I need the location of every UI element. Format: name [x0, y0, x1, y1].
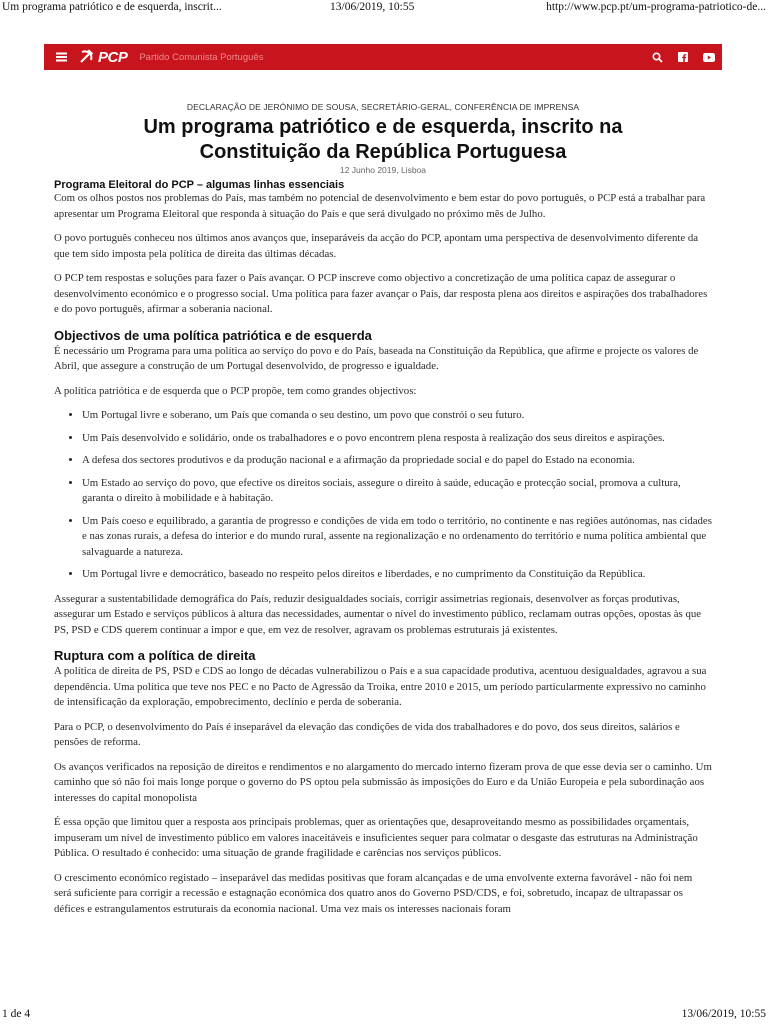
paragraph: É necessário um Programa para uma política ao serviço do povo e do País, baseada na Constituição da República, que afirme e projecte os valores de Abril, que assegure a construção de um Portugal desenvolvido, de progresso e igualdade.	[54, 344, 699, 372]
list-item: • Um País desenvolvido e solidário, onde os trabalhadores e o povo encontrem plena resposta à realização dos seus direitos e aspirações.	[82, 431, 712, 447]
list-item: • Um País coeso e equilibrado, a garantia de progresso e condições de vida em todo o território, no continente e nas regiões autónomas, nas cidades e nas zonas rurais, a defesa do interior e do mundo rural, assente na regionalização e no ordenamento do território e numa política ambiental que salvaguarde a natureza.	[82, 514, 712, 561]
print-header	[0, 0, 768, 16]
paragraph: Para o PCP, o desenvolvimento do País é inseparável da elevação das condições de vida dos trabalhadores e do povo, dos seus direitos, salários e pensões de reforma.	[54, 720, 680, 748]
paragraph: Com os olhos postos nos problemas do País, mas também no potencial de desenvolvimento e bem estar do povo português, o PCP está a trabalhar para apresentar um Programa Eleitoral que responda à situação do País e que será divulgado no próximo mês de Julho.	[54, 192, 706, 220]
list-item: • Um Portugal livre e soberano, um País que comanda o seu destino, um povo que constrói o seu futuro.	[82, 408, 712, 424]
print-footer	[0, 1008, 768, 1024]
article	[54, 102, 712, 926]
print-page-title: Um programa patriótico e de esquerda, inscrit...	[2, 1, 222, 13]
section-heading-objectivos: Objectivos de uma política patriótica e de esquerda	[54, 327, 372, 343]
paragraph: A política patriótica e de esquerda que o PCP propõe, tem como grandes objectivos:	[54, 384, 417, 397]
section-heading-ruptura: Ruptura com a política de direita	[54, 648, 256, 663]
print-url: http://www.pcp.pt/um-programa-patriotico-de...	[546, 1, 766, 13]
print-page-number: 1 de 4	[2, 1008, 31, 1020]
paragraph: O crescimento económico registado – inseparável das medidas positivas que foram alcançadas e de uma envolvente externa favorável - não foi nem será suficiente para corrigir a recessão e estagnação económica dos quatro anos do Governo PSD/CDS, e foi, sobretudo, incapaz de ultrapassar os défices e estrangulamentos estruturais da economia nacional. Uma vez mais os interesses nacionais foram	[54, 871, 693, 915]
paragraph: O PCP tem respostas e soluções para fazer o País avançar. O PCP inscreve como objectivo a concretização de uma política capaz de assegurar o desenvolvimento económico e o progresso social. Uma política para fazer avançar o País, dar resposta plena aos direitos e aspirações dos trabalhadores e do povo português, afirmar a soberania nacional.	[54, 272, 708, 315]
print-datetime: 13/06/2019, 10:55	[330, 1, 415, 13]
logo-text: PCP	[98, 48, 128, 66]
objectives-list	[54, 408, 712, 583]
site-navbar	[44, 44, 722, 70]
paragraph: O povo português conheceu nos últimos anos avanços que, inseparáveis da acção do PCP, apontam uma perspectiva de desenvolvimento diferente da que tem sido imposta pela política de direita das últimas décadas.	[54, 232, 699, 260]
paragraph: É essa opção que limitou quer a resposta aos principais problemas, quer as orientações que, desaproveitando mesmo as possibilidades orçamentais, impuseram um nível de investimento público em valores inaceitáveis e insuficientes sequer para colmatar o desgaste das estruturas na Administração Pública. O resultado é conhecido: uma situação de grande fragilidade e carências nos serviços públicos.	[54, 816, 698, 859]
facebook-icon[interactable]	[670, 44, 696, 70]
list-item: • A defesa dos sectores produtivos e da produção nacional e a afirmação da propriedade social e do papel do Estado na economia.	[82, 453, 712, 469]
article-title: Um programa patriótico e de esquerda, inscrito na Constituição da República Portuguesa	[143, 116, 623, 163]
article-date: 12 Junho 2019, Lisboa	[339, 165, 427, 175]
search-icon[interactable]	[644, 44, 670, 70]
print-datetime-footer: 13/06/2019, 10:55	[681, 1008, 766, 1020]
list-item: • Um Estado ao serviço do povo, que efective os direitos sociais, assegure o direito à saúde, educação e protecção social, promova a cultura, garanta o direito à mobilidade e à habitação.	[82, 476, 712, 507]
menu-icon[interactable]	[48, 44, 74, 70]
party-name: Partido Comunista Português	[139, 51, 264, 63]
list-item: • Um Portugal livre e democrático, baseado no respeito pelos direitos e liberdades, e no cumprimento da Constituição da República.	[82, 567, 712, 583]
paragraph: Os avanços verificados na reposição de direitos e rendimentos e no alargamento do mercado interno fizeram prova de que esse devia ser o caminho. Um caminho que só não foi mais longe porque o governo do PS optou pela submissão às imposições do Euro e da União Europeia e pela subordinação aos interesses do capital monopolista	[54, 760, 712, 804]
paragraph: A política de direita de PS, PSD e CDS ao longo de décadas vulnerabilizou o País e a sua capacidade produtiva, acentuou desigualdades, agravou a sua dependência. Uma política que teve nos PEC e no Pacto de Agressão da Troika, entre 2010 e 2015, um período particularmente expressivo no caminho de intensificação da exploração, empobrecimento, declínio e perda de soberania.	[54, 665, 707, 708]
site-logo[interactable]	[78, 49, 127, 66]
article-kicker: DECLARAÇÃO DE JERÓNIMO DE SOUSA, SECRETÁRIO-GERAL, CONFERÊNCIA DE IMPRENSA	[186, 102, 580, 112]
youtube-icon[interactable]	[696, 44, 722, 70]
lead-heading: Programa Eleitoral do PCP – algumas linhas essenciais	[54, 179, 345, 191]
paragraph: Assegurar a sustentabilidade demográfica do País, reduzir desigualdades sociais, corrigir assimetrias regionais, desenvolver as forças produtivas, assegurar um Estado e serviços públicos à altura das necessidades, aumentar o nível do investimento público, reclamam outras opções, opostas às que PS, PSD e CDS querem continuar a impor e que, em vez de resolver, agravam os problemas estruturais já existentes.	[54, 592, 702, 636]
hammer-sickle-icon	[78, 49, 96, 65]
